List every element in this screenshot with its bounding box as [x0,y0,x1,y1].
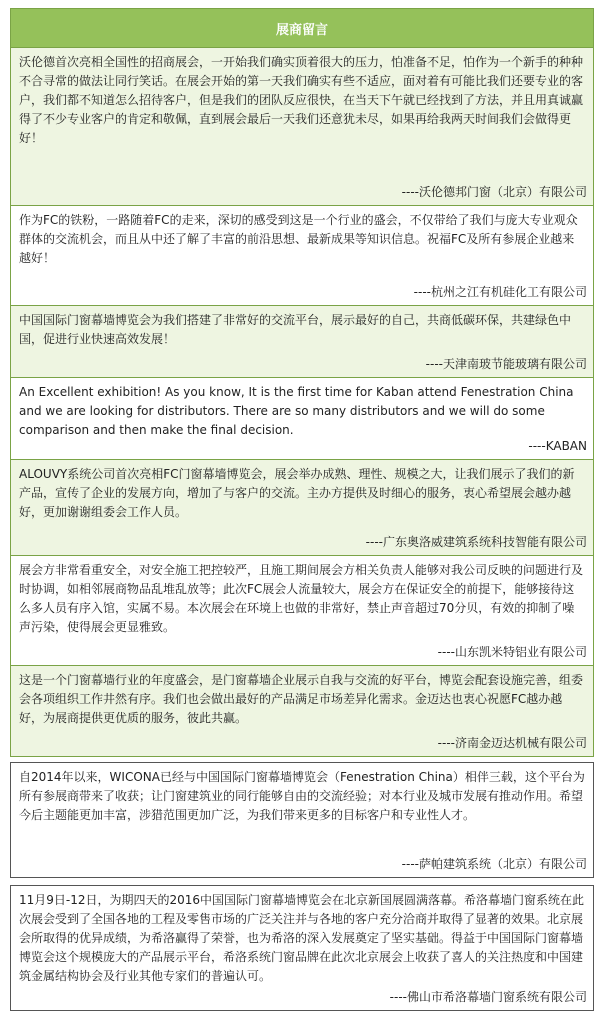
message-signature: ----佛山市希洛幕墙门窗系统有限公司 [389,990,587,1004]
message-text: 作为FC的铁粉，一路随着FC的走来，深切的感受到这是一个行业的盛会，不仅带给了我们与庞大专业观众群体的交流机会，而且从中还了解了丰富的前沿思想、最新成果等知识信息。祝福FC及所有参展企业越来越好！ [19,213,578,265]
message-text: 这是一个门窗幕墙行业的年度盛会，是门窗幕墙企业展示自我与交流的好平台，博览会配套设施完善，组委会各项组织工作井然有序。我们也会做出最好的产品满足市场差异化需求。金迈达也衷心祝愿FC越办越好，为展商提供更优质的服务，彼此共赢。 [19,673,584,725]
message-card [10,885,594,1011]
message-signature: ----山东凯米特铝业有限公司 [437,645,587,659]
message-signature: ----KABAN [528,439,587,453]
message-card [10,762,594,878]
message-text: 中国国际门窗幕墙博览会为我们搭建了非常好的交流平台，展示最好的自己，共商低碳环保，共建绿色中国，促进行业快速高效发展！ [19,313,572,346]
message-signature: ----广东奥洛威建筑系统科技智能有限公司 [365,535,587,549]
message-card [10,306,594,378]
message-card [10,666,594,757]
message-card [10,460,594,556]
message-text: 11月9日-12日，为期四天的2016中国国际门窗幕墙博览会在北京新国展圆满落幕。希洛幕墙门窗系统在此次展会受到了全国各地的工程及零售市场的广泛关注并与各地的客户充分洽商并取得了显著的效果。北京展会所取得的优异成绩，为希洛赢得了荣誉，也为希洛的深入发展奠定了坚实基础。得益于中国国际门窗幕墙博览会这个规模庞大的产品展示平台，希洛系统门窗品牌在此次北京展会上收获了喜人的关注热度和中国建筑金属结构协会及行业其他专家们的普遍认可。 [19,893,585,983]
message-signature: ----天津南玻节能玻璃有限公司 [425,357,587,371]
message-text: 展会方非常看重安全，对安全施工把控较严，且施工期间展会方相关负责人能够对我公司反映的问题进行及时协调，如相邻展商物品乱堆乱放等；此次FC展会人流量较大，展会方在保证安全的前提下，能够接待这么多人员有序入馆，实属不易。本次展会在环境上也做的非常好，禁止声音超过70分贝，有效的抑制了噪声污染，使得展会更显雅致。 [19,563,584,634]
message-card [10,48,594,206]
message-signature: ----济南金迈达机械有限公司 [437,736,587,750]
message-signature: ----杭州之江有机硅化工有限公司 [413,285,587,299]
message-text: ALOUVY系统公司首次亮相FC门窗幕墙博览会，展会举办成熟、理性、规模之大，让我们展示了我们的新产品，宣传了企业的发展方向，增加了与客户的交流。主办方提供及时细心的服务，衷心希望展会越办越好，更加谢谢组委会工作人员。 [19,467,575,519]
message-text: An Excellent exhibition! As you know, It is the first time for Kaban attend Fenestration China and we are looking for distributors. There are so many distributors and we will do some comparison and then make the final decision. [19,385,574,437]
message-card [10,556,594,666]
message-signature: ----萨帕建筑系统（北京）有限公司 [401,857,587,871]
exhibitor-message-board [10,8,594,1011]
message-signature: ----沃伦德邦门窗（北京）有限公司 [401,185,587,199]
message-card [10,378,594,460]
message-card [10,206,594,306]
message-text: 自2014年以来，WICONA已经与中国国际门窗幕墙博览会（Fenestration China）相伴三载，这个平台为所有参展商带来了收获；让门窗建筑业的同行能够自由的交流经验；对本行业及城市发展有推动作用。希望今后主题能更加丰富，涉猎范围更加广泛，为我们带来更多的目标客户和专业性人才。 [19,770,585,822]
board-title: 展商留言 [10,8,594,48]
message-text: 沃伦德首次亮相全国性的招商展会，一开始我们确实顶着很大的压力，怕准备不足，怕作为一个新手的种种不合寻常的做法让同行笑话。在展会开始的第一天我们确实有些不适应，面对着有可能比我们还要专业的客户，我们都不知道怎么招待客户，但是我们的团队反应很快，在当天下午就已经找到了方法，并且用真诚赢得了不少专业客户的肯定和敬佩，直到展会最后一天我们还意犹未尽，如果再给我两天时间我们会做得更好！ [19,55,584,145]
